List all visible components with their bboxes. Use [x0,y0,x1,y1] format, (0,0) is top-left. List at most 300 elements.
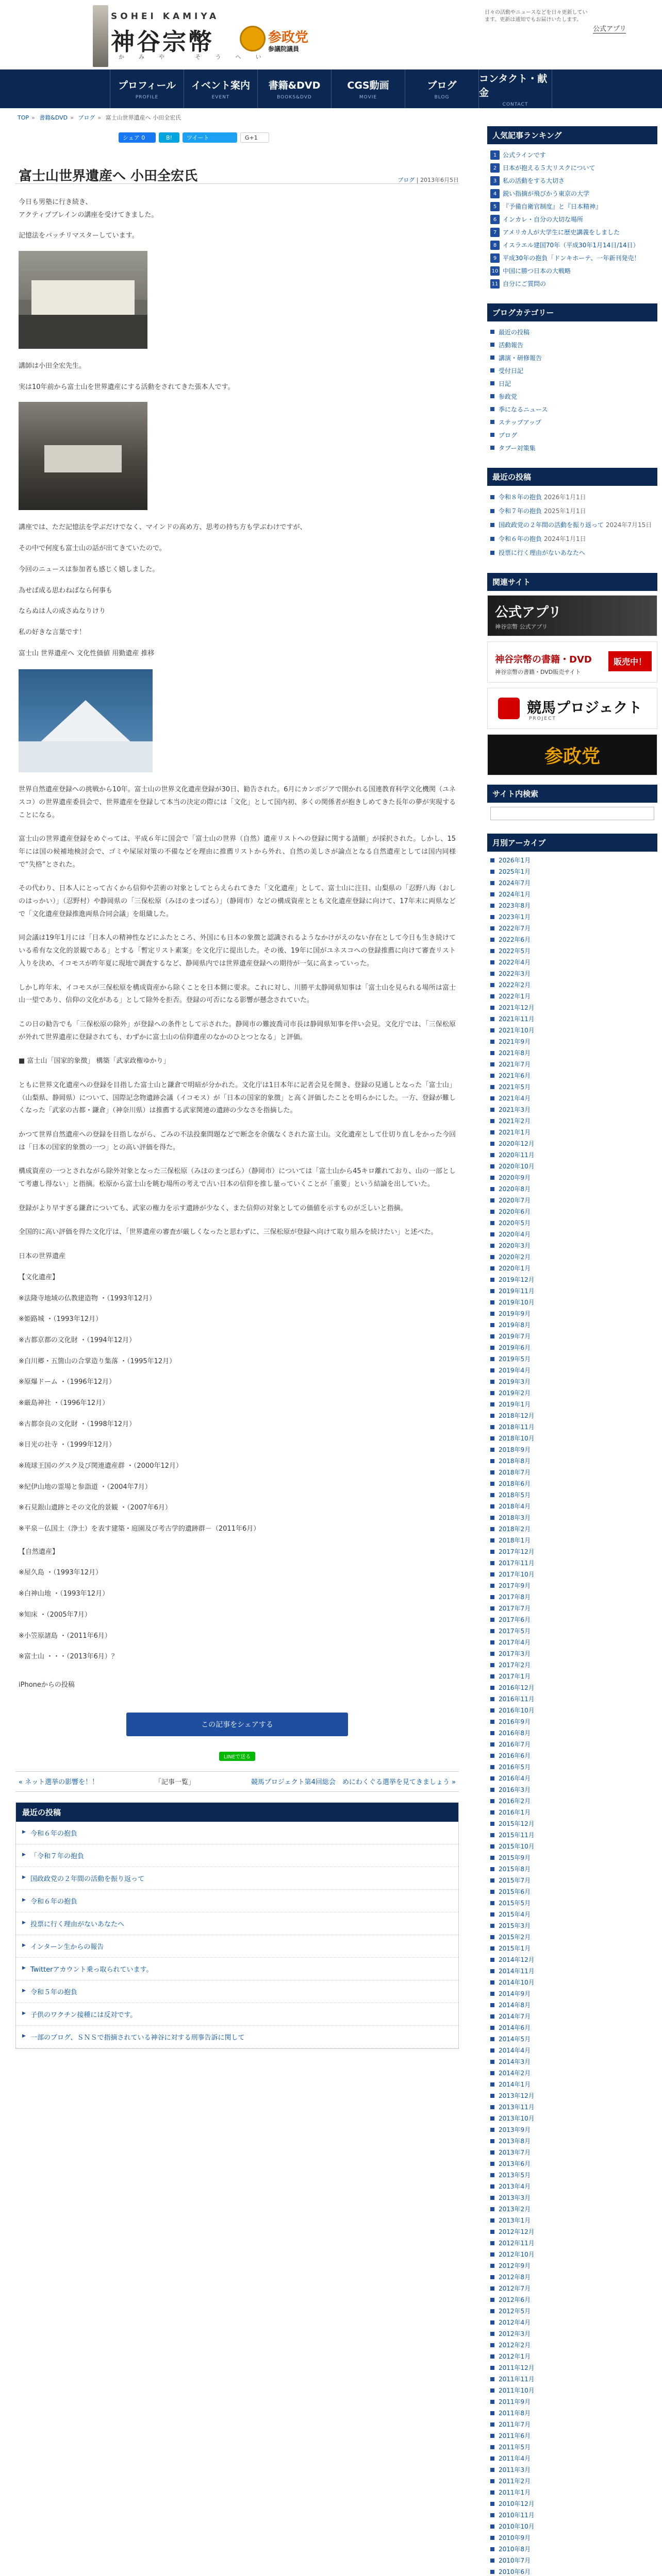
archive-item[interactable]: 2020年4月 [487,1229,657,1240]
nav-item-sublabel: PROFILE [135,95,159,100]
archive-item[interactable]: 2019年12月 [487,1274,657,1285]
archive-item[interactable]: 2014年2月 [487,2067,657,2079]
archive-item[interactable]: 2014年6月 [487,2022,657,2033]
side-recent-title: 投票に行く理由がないあなたへ [499,549,586,556]
archive-item[interactable]: 2010年10月 [487,2521,657,2532]
archive-item[interactable]: 2010年6月 [487,2566,657,2576]
archive-item[interactable]: 2016年10月 [487,1705,657,1716]
archive-item[interactable]: 2012年1月 [487,2351,657,2362]
archive-item[interactable]: 2020年1月 [487,1263,657,1274]
rank-label: 『予備自衛官制度』と『日本精神』 [503,203,602,210]
news-para-10: 登録がより早すぎる鎌倉についても、武家の権力を示す遺跡が少なく、また信仰の対象としての価値を示すものが乏しいと指摘。 [19,1204,407,1212]
archive-item[interactable]: 2015年5月 [487,1897,657,1909]
category-item[interactable]: ブログ [487,429,657,442]
archive-item[interactable]: 2011年10月 [487,2385,657,2396]
nav-item-label: ブログ [427,80,457,91]
archive-item[interactable]: 2018年2月 [487,1523,657,1535]
rank-label: 公式ラインです [503,151,546,159]
archive-title: 月別アーカイブ [487,834,657,852]
archive-item[interactable]: 2018年11月 [487,1421,657,1433]
heritage-item: ※原爆ドーム ・（1996年12月） [19,1378,116,1386]
archive-item[interactable]: 2011年6月 [487,2430,657,2442]
rank-number: 1 [490,150,500,160]
global-nav [0,70,662,108]
ranking-item[interactable] [487,161,657,174]
archive-item[interactable]: 2021年2月 [487,1115,657,1127]
heritage-item: ※富士山 ・・・（2013年6月）？ [19,1653,118,1661]
heritage-item: ※姫路城 ・（1993年12月） [19,1315,103,1324]
archive-item[interactable]: 2026年1月 [487,855,657,866]
main-content [15,126,459,2049]
archive-item[interactable]: 2014年10月 [487,1977,657,1988]
archive-item[interactable]: 2017年2月 [487,1659,657,1671]
nav-item-label: CGS動画 [347,80,389,91]
archive-item[interactable]: 2010年12月 [487,2498,657,2510]
archive-item[interactable]: 2020年12月 [487,1138,657,1149]
category-item[interactable]: 講演・研修報告 [487,351,657,364]
archive-item[interactable]: 2016年1月 [487,1807,657,1818]
logo-name-en[interactable]: SOHEI KAMIYA [111,11,220,22]
archive-item[interactable]: 2015年10月 [487,1841,657,1852]
breadcrumb-top[interactable]: TOP [18,114,29,121]
archive-item[interactable]: 2013年3月 [487,2192,657,2204]
rank-number: 10 [490,266,500,276]
book-banner[interactable] [487,641,657,683]
archive-item[interactable]: 2020年11月 [487,1149,657,1161]
archive-item[interactable]: 2016年4月 [487,1773,657,1784]
archive-item[interactable]: 2021年6月 [487,1070,657,1081]
archive-item[interactable]: 2021年7月 [487,1059,657,1070]
nav-item-2[interactable] [257,70,331,108]
archive-item[interactable]: 2018年6月 [487,1478,657,1489]
book-banner-sub: 神谷宗幣の書籍・DVD販売サイト [495,669,581,675]
heritage-item: ※厳島神社 ・（1996年12月） [19,1399,109,1407]
keiba-banner-title: 競馬プロジェクト [527,699,642,716]
rank-number: 11 [490,279,500,289]
archive-item[interactable]: 2012年2月 [487,2340,657,2351]
archive-item[interactable]: 2013年8月 [487,2136,657,2147]
archive-item[interactable]: 2012年10月 [487,2249,657,2260]
archive-item[interactable]: 2021年1月 [487,1127,657,1138]
post-meta: ブログ | 2013年6月5日 [398,177,459,183]
archive-item[interactable]: 2017年11月 [487,1557,657,1569]
archive-item[interactable]: 2021年3月 [487,1104,657,1115]
keiba-banner[interactable] [487,688,657,729]
archive-item[interactable]: 2021年11月 [487,1013,657,1025]
nav-item-sublabel: BOOKS&DVD [277,95,312,100]
archive-item[interactable]: 2020年2月 [487,1251,657,1263]
archive-item[interactable]: 2014年4月 [487,2045,657,2056]
archive-item[interactable]: 2013年10月 [487,2113,657,2124]
side-recent-item[interactable] [487,504,657,518]
search-box [487,785,657,824]
party-logo-icon [240,26,266,52]
archive-item[interactable]: 2014年8月 [487,1999,657,2011]
nav-item-0[interactable] [110,70,184,108]
archive-item[interactable]: 2016年5月 [487,1761,657,1773]
archive-item[interactable]: 2010年11月 [487,2510,657,2521]
archive-item[interactable]: 2010年9月 [487,2532,657,2544]
archive-item[interactable]: 2011年11月 [487,2374,657,2385]
archive-item[interactable]: 2012年3月 [487,2328,657,2340]
para-1: 今日も男塾に行き続き、 [19,198,92,206]
archive-item[interactable]: 2014年1月 [487,2079,657,2090]
recent-post-item[interactable]: ▶ インターン生からの報告 [16,1935,458,1958]
archive-box [487,834,657,2576]
archive-item[interactable]: 2022年7月 [487,923,657,934]
archive-item[interactable]: 2012年7月 [487,2283,657,2294]
category-item[interactable]: ステップアップ [487,416,657,429]
news-para-2: 富士山の世界遺産登録をめぐっては、平成６年に国会で「富士山の世界（自然）遺産リストへの登録に関する請願」が採択された。しかし、15年には国の候補地検討会で、ゴミや屎尿対策の不備などを理由に推薦リストから外れ、自然の美しさが論点となる自然遺産としては国内同様で“失格”とされた。 [19,835,456,869]
archive-item[interactable]: 2018年5月 [487,1489,657,1501]
archive-item[interactable]: 2015年12月 [487,1818,657,1829]
category-item[interactable]: 日記 [487,377,657,390]
ranking-item[interactable] [487,213,657,226]
archive-item[interactable]: 2017年6月 [487,1614,657,1625]
category-item[interactable]: タブー対策集 [487,442,657,454]
archive-item[interactable]: 2022年3月 [487,968,657,979]
heritage-item: ※紀伊山地の霊場と参詣道 ・（2004年7月） [19,1483,152,1491]
ranking-item[interactable] [487,226,657,239]
para-9: ならぬは人の成さぬなりけり [19,607,106,616]
post-header [15,153,459,184]
heritage-item: ※法隆寺地域の仏教建造物 ・（1993年12月） [19,1294,156,1302]
archive-item[interactable]: 2016年6月 [487,1750,657,1761]
archive-item[interactable]: 2013年7月 [487,2147,657,2158]
archive-item[interactable]: 2012年12月 [487,2226,657,2238]
archive-item[interactable]: 2022年4月 [487,957,657,968]
ranking-title: 人気記事ランキング [487,126,657,144]
related-box [487,573,657,775]
para-8: 為せば成る思わねばなら何事も [19,586,113,595]
archive-item[interactable]: 2016年12月 [487,1682,657,1693]
archive-item[interactable]: 2016年8月 [487,1727,657,1739]
nav-item-label: プロフィール [118,80,176,91]
archive-item[interactable]: 2021年10月 [487,1025,657,1036]
archive-item[interactable]: 2019年5月 [487,1353,657,1365]
category-item[interactable]: 受付日記 [487,364,657,377]
archive-item[interactable]: 2017年4月 [487,1637,657,1648]
archive-item[interactable]: 2013年2月 [487,2204,657,2215]
heritage-cultural-heading: 【文化遺産】 [19,1273,59,1281]
archive-item[interactable]: 2010年8月 [487,2544,657,2555]
archive-item[interactable]: 2021年4月 [487,1093,657,1104]
archive-item[interactable]: 2011年1月 [487,2487,657,2498]
archive-item[interactable]: 2012年4月 [487,2317,657,2328]
archive-item[interactable]: 2012年11月 [487,2238,657,2249]
archive-item[interactable]: 2014年9月 [487,1988,657,1999]
ranking-item[interactable] [487,277,657,290]
archive-item[interactable]: 2012年8月 [487,2272,657,2283]
facebook-share-button[interactable]: シェア 0 [119,132,156,143]
post-list-link[interactable]: 「記事一覧」 [154,1778,195,1787]
archive-item[interactable]: 2020年8月 [487,1183,657,1195]
keiba-logo-icon [498,698,520,719]
archive-item[interactable]: 2015年7月 [487,1875,657,1886]
archive-item[interactable]: 2011年4月 [487,2453,657,2464]
archive-item[interactable]: 2022年5月 [487,945,657,957]
archive-item[interactable]: 2018年10月 [487,1433,657,1444]
recent-post-item[interactable]: ▶ 一部のブログ、ＳＮＳで指摘されている神谷に対する刑事告訴に関して [16,2026,458,2048]
official-app-link[interactable]: 公式アプリ [593,23,626,33]
line-send-button[interactable]: LINEで送る [219,1752,255,1761]
archive-item[interactable]: 2015年11月 [487,1829,657,1841]
rank-number: 2 [490,163,500,173]
party-banner-title: 参政党 [544,745,601,767]
archive-item[interactable]: 2019年7月 [487,1331,657,1342]
category-item[interactable]: 季になるニュース [487,403,657,416]
hatena-bookmark-button[interactable]: B! [159,132,179,143]
heritage-natural-heading: 【自然遺産】 [19,1548,59,1556]
archive-item[interactable]: 2016年11月 [487,1693,657,1705]
archive-item[interactable]: 2013年4月 [487,2181,657,2192]
archive-item[interactable]: 2011年3月 [487,2464,657,2476]
recent-posts-box [15,1802,459,2049]
lecture-photo-2 [19,402,147,510]
archive-item[interactable]: 2020年6月 [487,1206,657,1217]
app-banner[interactable] [487,595,657,636]
lecture-photo-1 [19,251,147,349]
archive-item[interactable]: 2013年1月 [487,2215,657,2226]
app-banner-sub: 神谷宗幣 公式アプリ [495,623,548,630]
para-6: その中で何度も富士山の話が出てきていたので。 [19,545,166,553]
archive-item[interactable]: 2022年6月 [487,934,657,945]
heritage-item: ※古都京都の文化財 ・（1994年12月） [19,1336,136,1344]
ranking-item[interactable] [487,148,657,161]
archive-item[interactable]: 2011年2月 [487,2476,657,2487]
archive-item[interactable]: 2017年3月 [487,1648,657,1659]
side-recent-title: 最近の投稿 [487,468,657,486]
archive-item[interactable]: 2013年9月 [487,2124,657,2136]
archive-item[interactable]: 2018年8月 [487,1455,657,1467]
archive-item[interactable]: 2024年7月 [487,877,657,889]
news-para-1: 世界自然遺産登録への挑戦から10年。富士山の世界文化遺産登録が30日、勧告された。6月にカンボジアで開かれる国連教育科学文化機関（ユネスコ）の世界遺産委員会で、世界遺産を登録して本当の決定の際には「文化」として国内初、多くの関係者が抱きしめてきた長年の夢が実現することになる。 [19,786,456,819]
archive-item[interactable]: 2017年8月 [487,1591,657,1603]
nav-item-4[interactable] [405,70,478,108]
archive-item[interactable]: 2017年5月 [487,1625,657,1637]
tweet-button[interactable]: ツイート [183,132,237,143]
archive-item[interactable]: 2011年8月 [487,2408,657,2419]
side-recent-item[interactable] [487,546,657,560]
para-7: 今回のニュースは参加者も感じく嬉しました。 [19,565,159,573]
archive-item[interactable]: 2015年3月 [487,1920,657,1931]
side-recent-item[interactable] [487,490,657,504]
archive-item[interactable]: 2010年7月 [487,2555,657,2566]
archive-item[interactable]: 2013年12月 [487,2090,657,2102]
archive-item[interactable]: 2018年9月 [487,1444,657,1455]
side-recent-item[interactable] [487,518,657,532]
archive-item[interactable]: 2019年1月 [487,1399,657,1410]
logo-ruby: かみや そうへい [119,54,276,60]
archive-item[interactable]: 2021年5月 [487,1081,657,1093]
archive-item[interactable]: 2017年12月 [487,1546,657,1557]
next-post-link[interactable]: 競馬プロジェクト第4回総会 めにわくぐる選挙を見てきましょう » [251,1778,456,1787]
site-search-input[interactable] [490,807,654,820]
archive-item[interactable]: 2015年2月 [487,1931,657,1943]
archive-item[interactable]: 2012年6月 [487,2294,657,2306]
logo-name-jp[interactable]: 神谷宗幣 [111,28,214,56]
party-name: 参政党 [268,30,309,45]
search-title: サイト内検索 [487,785,657,803]
para-3: 講師は小田全宏先生。 [19,362,86,370]
nav-item-1[interactable] [184,70,257,108]
para-4: 実は10年前から富士山を世界遺産にする活動をされてきた張本人です。 [19,383,235,391]
breadcrumb-blog[interactable]: ブログ [78,114,95,121]
archive-item[interactable]: 2016年2月 [487,1795,657,1807]
archive-item[interactable]: 2013年11月 [487,2102,657,2113]
news-para-9: 構成資産の一つとされながら除外対象となった三保松原（みほのまつばら）（静岡市）については「富士山から45キロ離れており、山の一部として考慮し得ない」と指摘。松原から富士山を眺む場所の考えで古い日本の信仰を推し量っていくことが「重要」という結論を出していた。 [19,1167,456,1189]
archive-item[interactable]: 2016年7月 [487,1739,657,1750]
archive-item[interactable]: 2011年7月 [487,2419,657,2430]
archive-item[interactable]: 2021年8月 [487,1047,657,1059]
ranking-item[interactable] [487,200,657,213]
party-banner[interactable] [487,734,657,775]
recent-post-item[interactable]: ▶ 国政政党の２年間の活動を振り返って [16,1867,458,1890]
rank-label: 平成30年の抱負「ドンキホーテ、一年新刊発売！ [503,255,640,262]
archive-item[interactable]: 2017年10月 [487,1569,657,1580]
archive-item[interactable]: 2014年12月 [487,1954,657,1965]
archive-item[interactable]: 2019年8月 [487,1319,657,1331]
archive-item[interactable]: 2019年2月 [487,1387,657,1399]
archive-item[interactable]: 2020年9月 [487,1172,657,1183]
archive-item[interactable]: 2016年3月 [487,1784,657,1795]
archive-item[interactable]: 2020年10月 [487,1161,657,1172]
ranking-item[interactable] [487,251,657,264]
app-banner-title: 公式アプリ [495,605,561,620]
archive-item[interactable]: 2019年6月 [487,1342,657,1353]
rank-label: 日本が抱える５大リスクについて [503,164,595,172]
side-recent-title: 国政政党の２年間の活動を振り返って [499,521,604,529]
heritage-item: ※白神山地 ・（1993年12月） [19,1590,109,1598]
news-para-3: その代わり、日本人にとって古くから信仰や芸術の対象としてとらえられてきた「文化遺産」として、富士山に注目、山梨県の「忍野八海（おしのはっかい）」（忍野村）や静岡県の「三保松原（みほのまつばら）」（静岡市）などの構成資産ととも文化遺産登録に向けて、17年末に両県などで「文化遺産登録推進両県合同会議」を組織した。 [19,885,456,918]
side-recent-date: 2026年1月1日 [543,494,586,501]
side-recent-item[interactable] [487,532,657,546]
heritage-item: ※日光の社寺 ・（1999年12月） [19,1441,116,1449]
recent-post-item[interactable]: ▶ 今和６年の抱負 [16,1822,458,1844]
rank-label: 鋭い指摘が飛びかう東京の大学 [503,190,590,197]
archive-item[interactable]: 2019年11月 [487,1285,657,1297]
rank-number: 3 [490,176,500,185]
archive-item[interactable]: 2022年1月 [487,991,657,1002]
share-cta-button[interactable]: この記事をシェアする [126,1713,348,1736]
rank-label: 自分にご質問の [503,280,547,287]
archive-item[interactable]: 2011年12月 [487,2362,657,2374]
category-item[interactable]: 参政党 [487,390,657,403]
archive-item[interactable]: 2015年8月 [487,1863,657,1875]
nav-item-5[interactable] [478,70,552,108]
category-item[interactable]: 活動報告 [487,338,657,351]
archive-item[interactable]: 2017年7月 [487,1603,657,1614]
heritage-item: ※石見銀山遺跡とその文化的景観 ・（2007年6月） [19,1504,172,1512]
archive-item[interactable]: 2013年5月 [487,2170,657,2181]
side-recent-date: 2024年1月1日 [543,535,586,543]
article-body [15,184,459,1692]
recent-post-item[interactable]: ▶ 「令和７年の抱負 [16,1844,458,1867]
ranking-item[interactable] [487,187,657,200]
prev-post-link[interactable]: « ネット選挙の影響を！！ [19,1778,99,1787]
archive-item[interactable]: 2017年1月 [487,1671,657,1682]
archive-item[interactable]: 2015年4月 [487,1909,657,1920]
archive-item[interactable]: 2025年1月 [487,866,657,877]
side-recent-title: 令和８年の抱負 [499,494,542,501]
archive-item[interactable]: 2023年1月 [487,911,657,923]
archive-item[interactable]: 2015年6月 [487,1886,657,1897]
para-11: 富士山 世界遺産へ 文化性価値 用勤遺産 推移 [19,649,155,657]
recent-posts-title: 最近の投稿 [16,1803,458,1822]
archive-item[interactable]: 2018年3月 [487,1512,657,1523]
archive-item[interactable]: 2014年11月 [487,1965,657,1977]
archive-item[interactable]: 2012年5月 [487,2306,657,2317]
recent-post-item[interactable]: ▶ 投票に行く理由がないあなたへ [16,1912,458,1935]
recent-post-item[interactable]: ▶ Twitterアカウント乗っ取られています。 [16,1958,458,1980]
share-buttons [15,132,459,143]
archive-item[interactable]: 2019年10月 [487,1297,657,1308]
heritage-item: ※小笠原諸島 ・（2011年6月） [19,1632,111,1640]
ranking-item[interactable] [487,264,657,277]
news-para-7: ともに世界文化遺産への登録を目指した富士山と鎌倉で明暗が分かれた。文化庁は1日本年に記者会見を開き、登録の見通しとなった「富士山」（山梨県、静岡県）について、国際記念物遺跡会議（イコモス）が「日本の国家的象徴」と高く評価したことを明らかにした。一方、登録が難しくなった「武家の古都・鎌倉」（神奈川県）は推薦する武家関連の遺跡の少なさを指摘した。 [19,1081,456,1115]
archive-item[interactable]: 2020年3月 [487,1240,657,1251]
keiba-banner-sub: PROJECT [529,716,556,721]
ranking-item[interactable] [487,174,657,187]
recent-post-item[interactable]: ▶ 令和５年の抱負 [16,1980,458,2003]
archive-item[interactable]: 2021年12月 [487,1002,657,1013]
archive-item[interactable]: 2014年7月 [487,2011,657,2022]
archive-item[interactable]: 2018年1月 [487,1535,657,1546]
nav-item-3[interactable] [331,70,405,108]
archive-item[interactable]: 2024年1月 [487,889,657,900]
archive-item[interactable]: 2018年12月 [487,1410,657,1421]
archive-item[interactable]: 2021年9月 [487,1036,657,1047]
archive-item[interactable]: 2011年5月 [487,2442,657,2453]
archive-item[interactable]: 2019年9月 [487,1308,657,1319]
archive-item[interactable]: 2023年8月 [487,900,657,911]
rank-number: 9 [490,253,500,263]
recent-post-item[interactable]: ▶ 子供のワクチン接種には反対です。 [16,2003,458,2026]
archive-item[interactable]: 2018年7月 [487,1467,657,1478]
category-item[interactable]: 最近の投稿 [487,326,657,338]
news-para-4: 同会議は19年1月には「日本人の精神性などにふたところ、外国にも日本の象徴と認識されるようなかけがえのない存在として今日も生き続けている希有な文化的景観である」とする「暫定リスト素案」を文化庁に提出した。その後、19年に国がユネスコへの登録推薦に向けて審査リスト入りを決め、イコモスが昨年夏に現地で調査するなど、静岡県内では世界遺産登録への期待が一気に高まっていった。 [19,934,456,968]
ranking-item[interactable] [487,239,657,251]
post-category[interactable]: ブログ [398,177,415,183]
heritage-item: ※白川郷・五箇山の合掌造り集落 ・（1995年12月） [19,1357,176,1365]
archive-item[interactable]: 2019年3月 [487,1376,657,1387]
archive-item[interactable]: 2015年9月 [487,1852,657,1863]
archive-item[interactable]: 2018年4月 [487,1501,657,1512]
archive-item[interactable]: 2012年9月 [487,2260,657,2272]
site-header [0,0,662,70]
rank-number: 5 [490,202,500,211]
book-banner-tag: 販売中！ [608,651,652,671]
archive-item[interactable]: 2020年7月 [487,1195,657,1206]
archive-item[interactable]: 2015年1月 [487,1943,657,1954]
archive-item[interactable]: 2014年3月 [487,2056,657,2067]
party-badge[interactable] [240,26,317,57]
archive-item[interactable]: 2011年9月 [487,2396,657,2408]
recent-post-item[interactable]: ▶ 令和６年の抱負 [16,1890,458,1912]
archive-item[interactable]: 2013年6月 [487,2158,657,2170]
archive-item[interactable]: 2014年5月 [487,2033,657,2045]
breadcrumb-books[interactable]: 書籍&DVD [39,114,68,121]
side-recent-date: 2025年1月1日 [543,507,586,515]
nav-item-sublabel: MOVIE [359,95,377,100]
google-plus-button[interactable]: G+1 [240,132,269,143]
archive-item[interactable]: 2020年5月 [487,1217,657,1229]
archive-item[interactable]: 2016年9月 [487,1716,657,1727]
rank-label: 私の活動をする大切さ [503,177,565,184]
archive-item[interactable]: 2017年9月 [487,1580,657,1591]
archive-item[interactable]: 2022年2月 [487,979,657,991]
archive-item[interactable]: 2019年4月 [487,1365,657,1376]
